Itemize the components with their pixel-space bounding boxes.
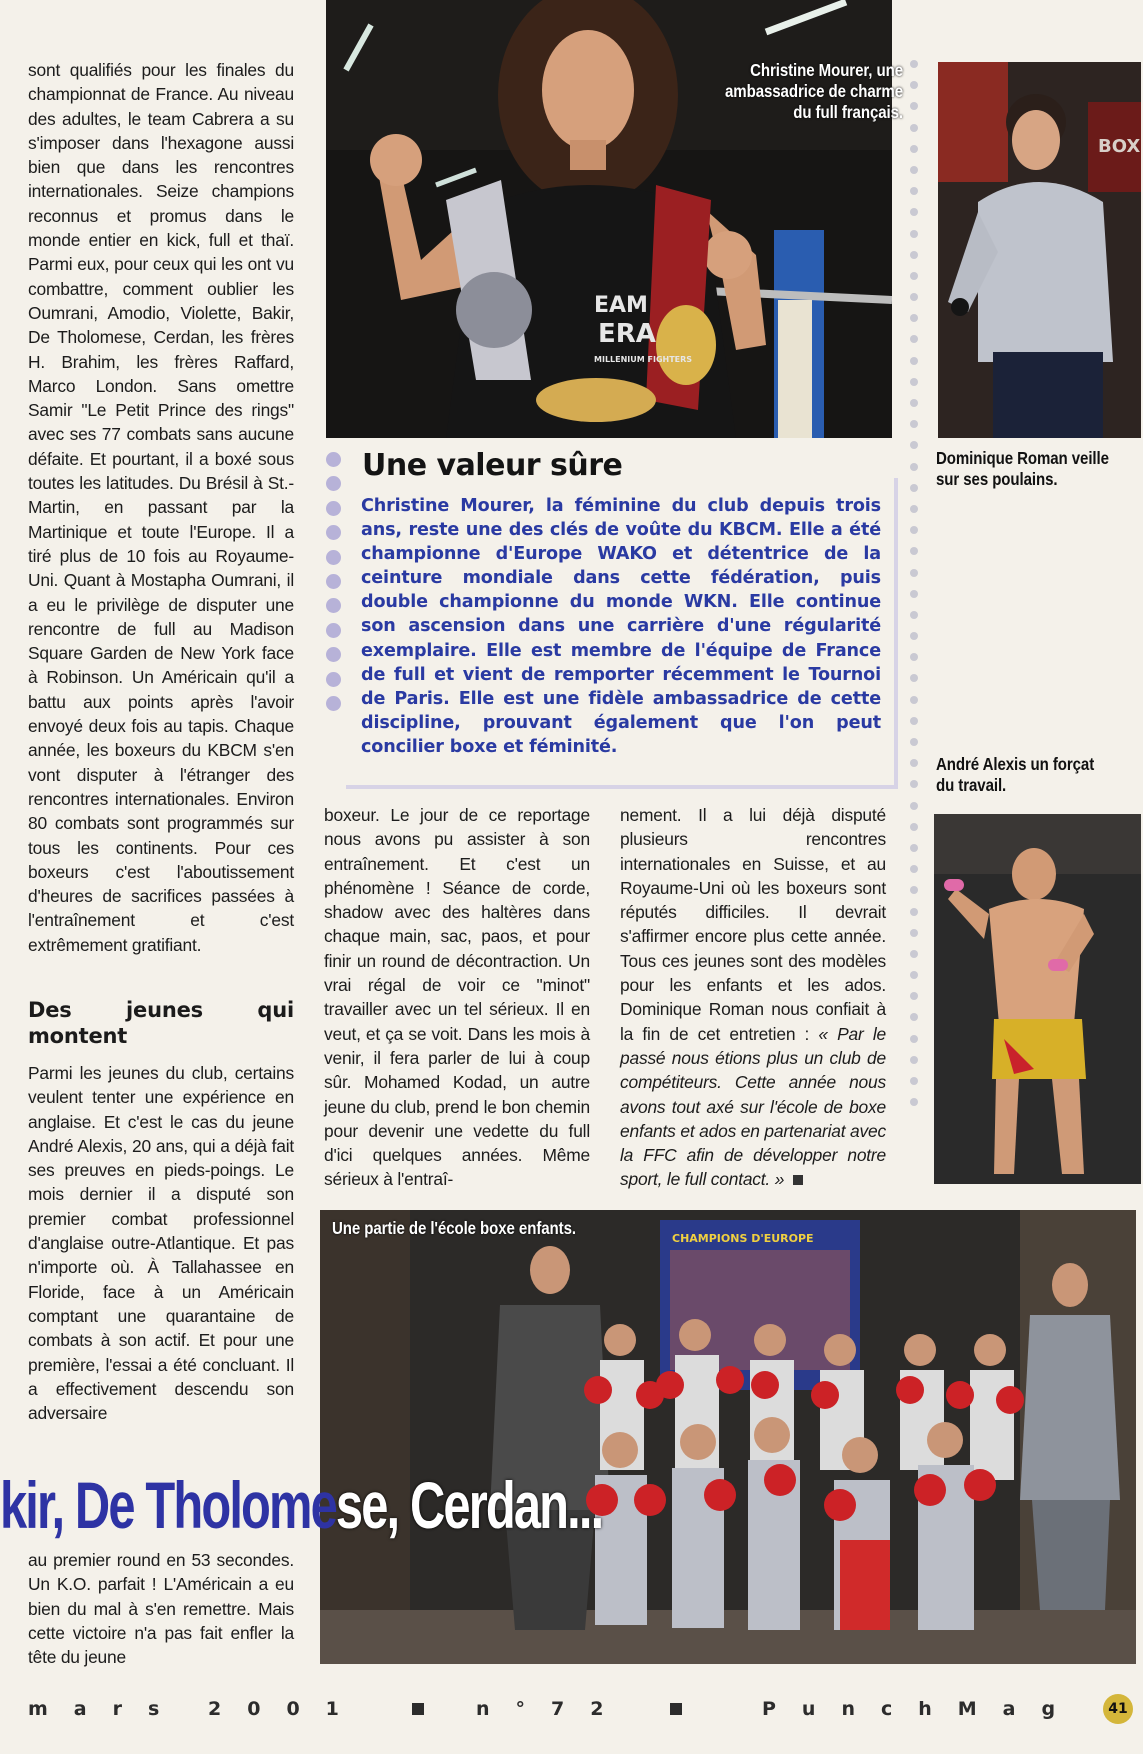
caption-dominique: Dominique Roman veille sur ses poulains. xyxy=(936,448,1109,489)
shirt-text-2: ERA xyxy=(598,319,656,349)
shirt-text-3: MILLENIUM FIGHTERS xyxy=(594,355,693,364)
footer-magazine: PunchMag xyxy=(762,1698,1082,1720)
footer-issue: n°72 xyxy=(476,1698,630,1720)
column3-body: nement. Il a lui déjà disputé plusieurs rencontres internationales en Suisse, et au Royaume-Uni où les boxeurs sont réputés difficiles. Il devrait s'affirmer encore plus cette année. Tous ces jeunes sont des modèles pour les enfants et les ados. Dominique Roman nous confiait à la fin de cet entretien : xyxy=(620,805,886,1044)
footer-month: mars xyxy=(28,1698,186,1720)
caption-ecole: Une partie de l'école boxe enfants. xyxy=(332,1218,576,1238)
wall-sign-text: BOX xyxy=(1098,136,1141,157)
article-column-1-continuation xyxy=(28,1548,294,1669)
pull-quote-white: se, Cerdan... xyxy=(335,1468,603,1542)
article-column-3 xyxy=(620,803,886,1192)
photo-andre-alexis xyxy=(934,814,1141,1184)
end-square-icon xyxy=(793,1175,803,1185)
shirt-text-1: EAM xyxy=(594,293,648,318)
page-footer xyxy=(28,1698,1118,1728)
caption-christine: Christine Mourer, une ambassadrice de charme du full français. xyxy=(725,60,903,122)
photo-ecole-boxe-enfants xyxy=(320,1210,1136,1664)
poster-text: CHAMPIONS D'EUROPE xyxy=(672,1232,814,1245)
decorative-dot-column xyxy=(909,60,919,1119)
pull-quote xyxy=(0,1468,603,1542)
article-column-1 xyxy=(28,58,294,1425)
pull-quote-blue: kir, De Tholome xyxy=(0,1468,336,1542)
footer-separator-icon xyxy=(670,1703,682,1715)
photo-dominique-roman xyxy=(938,62,1141,438)
article-column-2 xyxy=(324,803,590,1192)
box-title: Une valeur sûre xyxy=(362,448,623,483)
column1-continuation: au premier round en 53 secondes. Un K.O. parfait ! L'Américain a eu bien du mal à s'en remettre. Mais cette victoire n'a pas fait enfler la tête du jeune xyxy=(28,1550,294,1668)
page-number-badge: 41 xyxy=(1103,1694,1133,1724)
footer-year: 2001 xyxy=(208,1698,365,1720)
column2-text: boxeur. Le jour de ce reportage nous avons pu assister à son entraînement. Et c'est un phénomène ! Séance de corde, shadow avec des haltères dans chaque main, sac, paos, et pour finir un round de décontraction. Un vrai régal de voir ce "minot" travailler avec un tel sérieux. Il en veut, et ça se voit. Dans les mois à venir, il fera parler de lui à coup sûr. Mohamed Kodad, un autre jeune du club, prend le bon chemin pour devenir une vedette du full d'ici quelques années. Même sérieux à l'entraî- xyxy=(324,805,590,1190)
column1-paragraph-2: Parmi les jeunes du club, certains veulent tenter une expérience en anglaise. Et c'est le cas du jeune André Alexis, 20 ans, qui a déjà fait ses preuves en pieds-poings. Le mois dernier il a disputé son premier combat professionnel d'anglaise outre-Atlantique. Et pas n'importe où. À Tallahassee en Floride, face à un Américain comptant une quarantaine de combats à son actif. Et pour une première, l'essai a été concluant. Il a effectivement descendu son adversaire xyxy=(28,1062,294,1424)
caption-andre: André Alexis un forçat du travail. xyxy=(936,754,1095,795)
column3-quote: « Par le passé nous étions plus un club de compétiteurs. Cette année nous avons tout axé sur l'école de boxe enfants et ados en partenariat avec la FFC afin de développer notre sport, le full contact. » xyxy=(620,1023,886,1190)
footer-separator-icon xyxy=(412,1703,424,1715)
column3-text xyxy=(620,803,886,1192)
box-text: Christine Mourer, la féminine du club depuis trois ans, reste une des clés de voûte du KBCM. Elle a été championne d'Europe WAKO et détentrice de la ceinture mondiale dans cette fédération, puis double championne du monde WKN. Elle continue son ascension dans une carrière d'une régularité exemplaire. Elle est membre de l'équipe de France de full et vient de remporter récemment le Tournoi de Paris. Elle est une fidèle ambassadrice de cette discipline, prouvant également que l'on peut concilier boxe et féminité. xyxy=(361,496,881,757)
box-bullet-column xyxy=(326,452,346,720)
subheading-des-jeunes: Des jeunes qui montent xyxy=(28,997,294,1048)
column1-paragraph: sont qualifiés pour les finales du championnat de France. Au niveau des adultes, le team Cabrera a su s'imposer dans l'hexagone aussi bien que dans les rencontres internationales. Seize champions reconnus et promus dans le monde entier en kick, full et thaï. Parmi eux, pour ceux qui les ont vu combattre, comment oublier les Oumrani, Amodio, Violette, Bakir, De Tholomese, Cerdan, les frères H. Brahim, les frères Raffard, Marco London. Sans omettre Samir "Le Petit Prince des rings" avec ses 77 combats sans aucune défaite. Et pourtant, il a boxé sous toutes les latitudes. Du Brésil à St.-Martin, en passant par la Martinique et toute l'Europe. Il a tiré plus de 10 fois au Royaume-Uni. Quant à Mostapha Oumrani, il a eu le privilège de disputer une rencontre de full au Madison Square Garden de New York face à Robinson. Un Américain qu'il a battu aux points après l'avoir envoyé deux fois au tapis. Chaque année, les boxeurs du KBCM s'en vont disputer à l'étranger des rencontres internationales. Environ 80 combats sont programmés sur tous les continents. Pour ces boxeurs c'est l'aboutissement d'heures de sacrifices passées à l'entraînement et c'est extrêmement gratifiant. xyxy=(28,60,294,955)
